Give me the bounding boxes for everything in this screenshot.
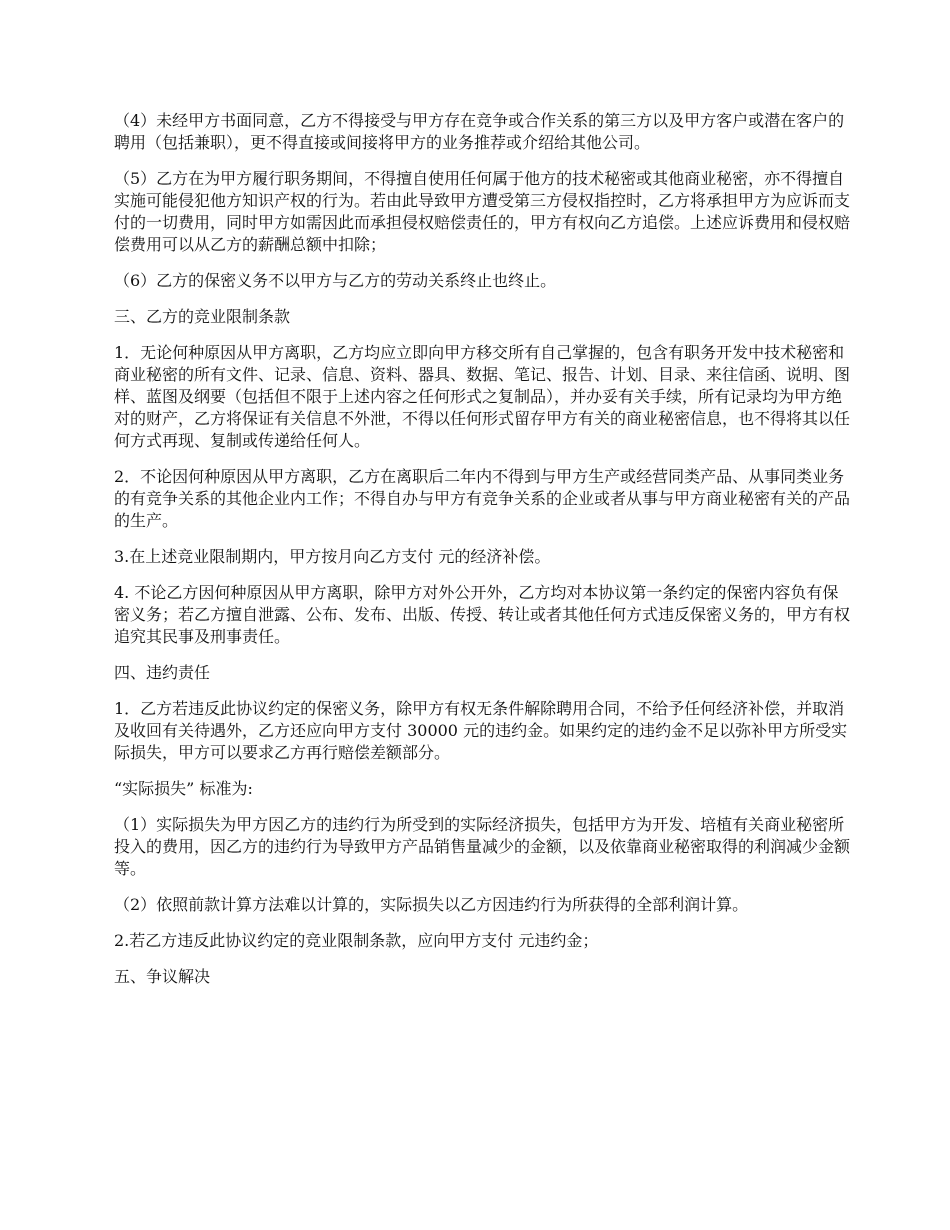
paragraph-clause-4: （4）未经甲方书面同意，乙方不得接受与甲方存在竞争或合作关系的第三方以及甲方客户或潜在客户的聘用（包括兼职），更不得直接或间接将甲方的业务推荐或介绍给其他公司。: [114, 111, 845, 152]
paragraph-actual-loss-standard: “实际损失” 标准为:: [114, 779, 253, 798]
paragraph-clause-5: （5）乙方在为甲方履行职务期间，不得擅自使用任何属于他方的技术秘密或其他商业秘密，亦不得擅自实施可能侵犯他方知识产权的行为。若由此导致甲方遭受第三方侵权指控时，乙方将承担甲方为应诉而支付的一切费用，同时甲方如需因此而承担侵权赔偿责任的，甲方有权向乙方追偿。上述应诉费用和侵权赔偿费用可以从乙方的薪酬总额中扣除；: [114, 169, 851, 254]
paragraph-non-compete-1: 1．无论何种原因从甲方离职，乙方均应立即向甲方移交所有自己掌握的，包含有职务开发中技术秘密和商业秘密的所有文件、记录、信息、资料、器具、数据、笔记、报告、计划、目录、来往信函、说明、图样、蓝图及纲要（包括但不限于上述内容之任何形式之复制品），并办妥有关手续，所有记录均为甲方绝对的财产，乙方将保证有关信息不外泄，不得以任何形式留存甲方有关的商业秘密信息，也不得将其以任何方式再现、复制或传递给任何人。: [114, 343, 851, 450]
section-heading-non-compete: 三、乙方的竞业限制条款: [114, 307, 291, 326]
paragraph-clause-6: （6）乙方的保密义务不以甲方与乙方的劳动关系终止也终止。: [114, 271, 557, 290]
paragraph-non-compete-3: 3.在上述竞业限制期内，甲方按月向乙方支付 元的经济补偿。: [114, 547, 551, 566]
document-page: [114, 110, 854, 1002]
paragraph-non-compete-2: 2．不论因何种原因从甲方离职，乙方在离职后二年内不得到与甲方生产或经营同类产品、从事同类业务的有竞争关系的其他企业内工作；不得自办与甲方有竞争关系的企业或者从事与甲方商业秘密有关的产品的生产。: [114, 467, 851, 530]
section-heading-dispute: 五、争议解决: [114, 967, 211, 986]
paragraph-liability-2: 2.若乙方违反此协议约定的竞业限制条款，应向甲方支付 元违约金；: [114, 931, 599, 950]
paragraph-actual-loss-2: （2）依照前款计算方法难以计算的，实际损失以乙方因违约行为所获得的全部利润计算。: [114, 895, 749, 914]
section-heading-liability: 四、违约责任: [114, 663, 211, 682]
paragraph-non-compete-4: 4. 不论乙方因何种原因从甲方离职，除甲方对外公开外，乙方均对本协议第一条约定的保密内容负有保密义务；若乙方擅自泄露、公布、发布、出版、传授、转让或者其他任何方式违反保密义务的，甲方有权追究其民事及刑事责任。: [114, 583, 851, 646]
paragraph-actual-loss-1: （1）实际损失为甲方因乙方的违约行为所受到的实际经济损失，包括甲方为开发、培植有关商业秘密所投入的费用，因乙方的违约行为导致甲方产品销售量减少的金额，以及依靠商业秘密取得的利润减少金额等。: [114, 815, 851, 878]
paragraph-liability-1: 1．乙方若违反此协议约定的保密义务，除甲方有权无条件解除聘用合同，不给予任何经济补偿，并取消及收回有关待遇外，乙方还应向甲方支付 30000 元的违约金。如果约定的违约金不足以弥补甲方所受实际损失，甲方可以要求乙方再行赔偿差额部分。: [114, 699, 848, 762]
